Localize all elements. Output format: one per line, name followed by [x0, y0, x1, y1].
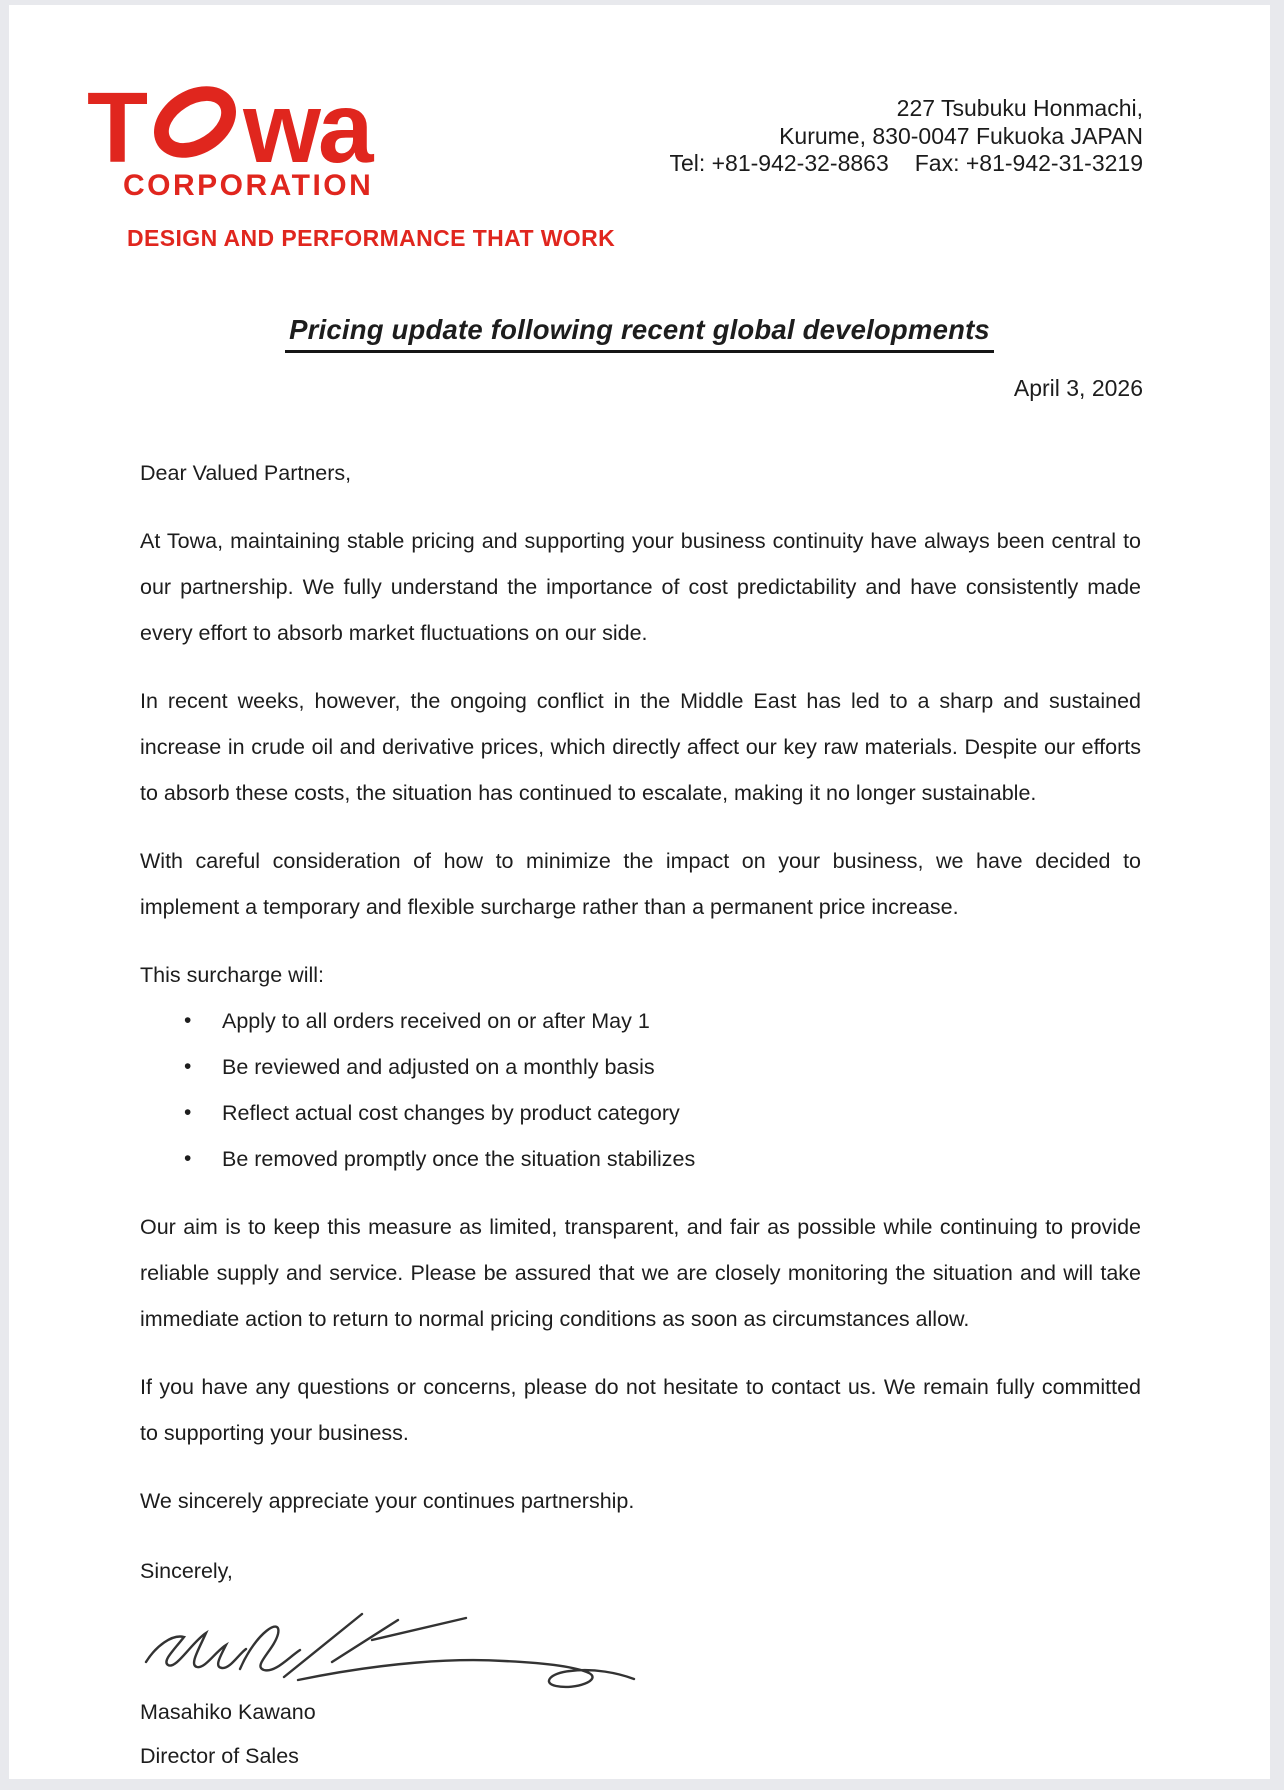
- signature-image: [136, 1600, 1141, 1698]
- letter-page: [9, 5, 1270, 1779]
- address-fax: Fax: +81-942-31-3219: [914, 150, 1143, 176]
- closing-paragraph-2: If you have any questions or concerns, please do not hesitate to contact us. We remain fully committed to supporting your business.: [140, 1375, 1141, 1445]
- bullet-item: [140, 998, 1141, 1044]
- closing-paragraph-1: Our aim is to keep this measure as limited, transparent, and fair as possible while continuing to provide reliable supply and service. Please be assured that we are closely monitoring the situation and will take immediate action to return to normal pricing conditions as soon as circumstances allow.: [140, 1215, 1141, 1331]
- bullet-text: Apply to all orders received on or after May 1: [222, 1009, 650, 1033]
- bullet-item: [140, 1136, 1141, 1182]
- bullet-item: [140, 1044, 1141, 1090]
- title-row: [9, 314, 1270, 353]
- logo-o-ring-icon: [141, 72, 250, 173]
- bullet-dot-icon: •: [184, 1147, 192, 1170]
- logo-wordmark: [87, 72, 615, 184]
- bullet-dot-icon: •: [184, 1009, 192, 1032]
- address-telfax: [669, 150, 1143, 178]
- letter-title: Pricing update following recent global developments: [285, 314, 994, 353]
- surcharge-list-intro: This surcharge will:: [140, 963, 324, 987]
- paragraph-3: With careful consideration of how to minimize the impact on your business, we have decided to implement a temporary and flexible surcharge rather than a permanent price increase.: [140, 849, 1141, 919]
- paragraph-2: In recent weeks, however, the ongoing conflict in the Middle East has led to a sharp and sustained increase in crude oil and derivative prices, which directly affect our key raw materials. Despite our efforts to absorb these costs, the situation has continued to escalate, making it no longer sustainable.: [140, 689, 1141, 805]
- salutation: Dear Valued Partners,: [140, 461, 352, 485]
- logo-letter-t: T: [87, 72, 146, 184]
- signer-name: Masahiko Kawano: [140, 1700, 316, 1724]
- address-tel: Tel: +81-942-32-8863: [669, 150, 889, 176]
- surcharge-list: [140, 998, 1141, 1182]
- logo-corporation: CORPORATION: [123, 169, 374, 202]
- bullet-text: Be removed promptly once the situation stabilizes: [222, 1147, 696, 1171]
- paragraph-1: At Towa, maintaining stable pricing and supporting your business continuity have always been central to our partnership. We fully understand the importance of cost predictability and have consistently made every effort to absorb market fluctuations on our side.: [140, 529, 1141, 645]
- bullet-dot-icon: •: [184, 1055, 192, 1078]
- bullet-item: [140, 1090, 1141, 1136]
- bullet-text: Be reviewed and adjusted on a monthly basis: [222, 1055, 655, 1079]
- address-line-2: Kurume, 830-0047 Fukuoka JAPAN: [779, 122, 1143, 149]
- bullet-text: Reflect actual cost changes by product category: [222, 1101, 680, 1125]
- address-line-1: 227 Tsubuku Honmachi,: [896, 95, 1143, 121]
- letter-date: April 3, 2026: [1013, 375, 1143, 401]
- company-address: [669, 89, 1143, 178]
- signer-title: Director of Sales: [140, 1744, 299, 1768]
- bullet-dot-icon: •: [184, 1101, 192, 1124]
- towa-logo: [87, 72, 616, 252]
- signoff: Sincerely,: [140, 1559, 233, 1583]
- logo-letters-wa: wa: [243, 72, 371, 184]
- letterhead: [9, 5, 1270, 252]
- letter-body: [9, 450, 1270, 1778]
- logo-tagline: DESIGN AND PERFORMANCE THAT WORK: [127, 225, 616, 251]
- closing-paragraph-3: We sincerely appreciate your continues partnership.: [140, 1489, 635, 1513]
